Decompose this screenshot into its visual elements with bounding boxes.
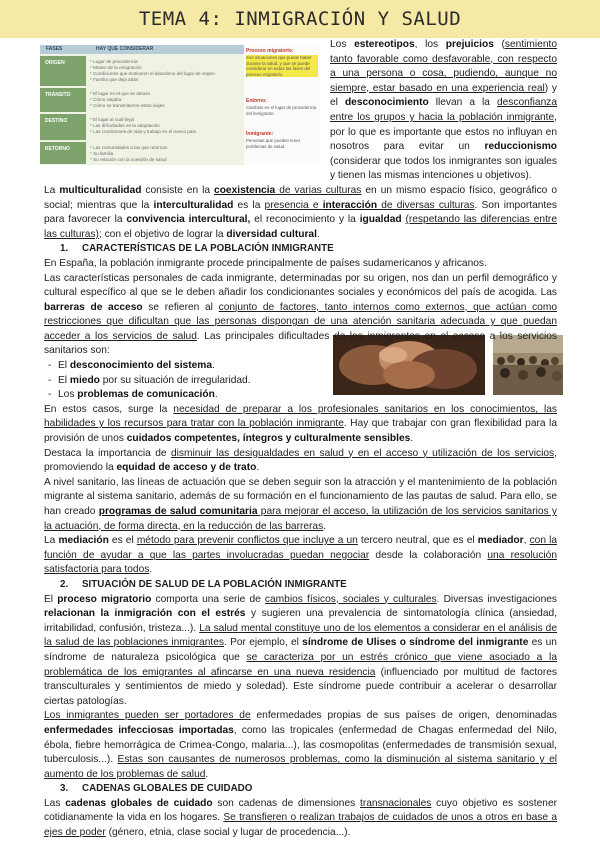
paragraph-imported-diseases: Los inmigrantes pueden ser portadores de enfermedades propias de sus países de origen, denominadas enfermedades infecciosas importadas, como las tropicales (enfermedad de Chagas enfermedad del Nilo, ébola, fiebre hemorrágica de Crimea-Congo, malaria...), las cosmopolitas (enfermedades de transmisión sexual, tuberculosis...). Estas son causantes de numerosos problemas, como la disminución al sistema sanitario y el aumento de los problemas de salud. (44, 710, 557, 780)
note-text: Son situaciones que puede haber durante la salud, y que se puede considerar en todas las fases del proceso migratorio. (246, 55, 318, 77)
table-row-text: * El lugar en el que se detuvo * Cómo viajaba * Cómo se transmitieron estos viajes (90, 91, 165, 108)
table-row-text: * Lugar de procedencia * Motivo de la emigración * Condiciones que motivaron el abandono del lugar de origen * Familia que deja atrás (90, 59, 215, 82)
multiculturalidad-paragraph: La multiculturalidad consiste en la coexistencia de varias culturas en un mismo espacio físico, geográfico o social; mientras que la interculturalidad es la presencia e interacción de diversas culturas. Son importantes para favorecer la convivencia intercultural, el reconocimiento y la igualdad (respetando las diferencias entre las culturas); con el objetivo de lograr la diversidad cultural. (44, 184, 558, 240)
table-row-label: ORIGEN (45, 60, 65, 66)
table-header-consider: HAY QUE CONSIDERAR (96, 46, 154, 52)
table-header-phases: FASES (46, 46, 63, 52)
note-heading: Inmigrante: (246, 131, 274, 137)
paragraph-mediation: La mediación es el método para prevenir conflictos que incluye a un tercero neutral, que es el mediador, con la función de ayudar a que las partes involucradas puedan negociar desde la colaboración una resolución satisfactoria para todos. (44, 535, 558, 576)
list-item: - El miedo por su situación de irregularidad. (44, 374, 557, 389)
section-heading-3: 3. CADENAS GLOBALES DE CUIDADO (60, 783, 253, 795)
note-text: Personas que pueden tener problemas de salud. (246, 138, 301, 149)
table-row-label: TRÁNSITO (45, 92, 71, 98)
list-item: - Los problemas de comunicación. (44, 388, 557, 403)
paragraph-professionals: En estos casos, surge la necesidad de preparar a los profesionales sanitarios en los conocimientos, las habilidades y los recursos para tratar con la población inmigrante. Hay que trabajar con gran flexibilidad para la provisión de unos cuidados competentes, íntegros y culturalmente sensibles. (44, 403, 557, 445)
page-title: TEMA 4: INMIGRACIÓN Y SALUD (138, 8, 462, 30)
section-heading-2: 2. SITUACIÓN DE SALUD DE LA POBLACIÓN INMIGRANTE (60, 578, 347, 590)
paragraph-community-programs: A nivel sanitario, las líneas de actuación que se deben seguir son la atracción y el mantenimiento de la población migrante al sistema sanitario, además de su formación en el funcionamiento de las pautas de salud. Para ello, se han creado programas de salud comunitaria para mejorar el acceso, la utilización de los servicios sanitarios y la actuación, de forma directa, en la reducción de las barreras. (44, 476, 557, 532)
paragraph-origin: En España, la población inmigrante procede principalmente de países sudamericanos y africanos. (44, 257, 487, 269)
difficulties-list (44, 359, 557, 403)
table-row-text: * Las comunidades a las que retornan * Su familia * Su relación con la cuestión de salud (90, 145, 168, 162)
section-heading-1: 1. CARACTERÍSTICAS DE LA POBLACIÓN INMIGRANTE (60, 243, 334, 255)
note-heading: Proceso migratorio: (246, 48, 294, 54)
table-row-text: * El lugar al cual llegó * Las dificultades en la adaptación * Las condiciones de vida y trabajo en el nuevo país (90, 117, 196, 134)
note-heading: Entorno: (246, 98, 267, 104)
table-row-label: DESTINO (45, 118, 68, 124)
intro-paragraph: Los estereotipos, los prejuicios (sentimiento tanto favorable como desfavorable, con respecto a una persona o cosa, pudiendo, aunque no siempre, estar basado en una experiencia real) y el desconocimiento llevan a la desconfianza entre los grupos y hacia la población inmigrante, por lo que es importante que estos no influyan en nosotros para evitar un reduccionismo (considerar que todos los inmigrantes son iguales y tienen las mismas intenciones u objetivos). (330, 39, 558, 182)
note-text: Cambios en el lugar de procedencia del inmigrante. (246, 105, 317, 116)
paragraph-care-chains: Las cadenas globales de cuidado son cadenas de dimensiones transnacionales cuyo objetivo es sostener cotidianamente la vida en los hogares. Se transfieren o realizan trabajos de cuidados de unos a otros en base a ejes de poder (género, etnia, clase social y lugar de procedencia...). (44, 797, 557, 839)
paragraph-barriers: Las características personales de cada inmigrante, determinadas por su origen, nos dan un perfil demográfico y cultural específico al que se le deben añadir los condicionantes sociales y económicos del país de acogida. Las barreras de acceso se refieren al conjunto de factores, tanto internos como externos, que actúan como restricciones que dificultan que las personas dispongan de una atención sanitaria adecuada y que puedan acceder a los servicios de salud. Las principales dificultades de los inmigrantes en el acceso a los servicios sanitarios son: (44, 272, 557, 357)
table-row-label: RETORNO (45, 146, 70, 152)
paragraph-inequalities: Destaca la importancia de disminuir las desigualdades en salud y en el acceso y utilización de los servicios, promoviendo la equidad de acceso y de trato. (44, 447, 557, 474)
paragraph-migration-process: El proceso migratorio comporta una serie de cambios físicos, sociales y culturales. Diversas investigaciones relacionan la inmigración con el estrés y sugieren una prevalencia de sintomatología clínica (ansiedad, irritabilidad, confusión, tristeza...). La salud mental constituye uno de los elementos a considerar en el análisis de la salud de las poblaciones inmigrantes. Por ejemplo, el síndrome de Ulises o síndrome del inmigrante es un síndrome de naturaleza psicológica que se caracteriza por un estrés crónico que viene asociado a la problemática de los emigrantes al afincarse en una nueva residencia (influenciado por multitud de factores transculturales y sentimientos de miedo y soledad). Este síndrome puede contribuir a acelerar o desarrollar ciertas patologías. (44, 593, 557, 707)
list-item: - El desconocimiento del sistema. (44, 359, 557, 374)
document-body (44, 38, 557, 841)
